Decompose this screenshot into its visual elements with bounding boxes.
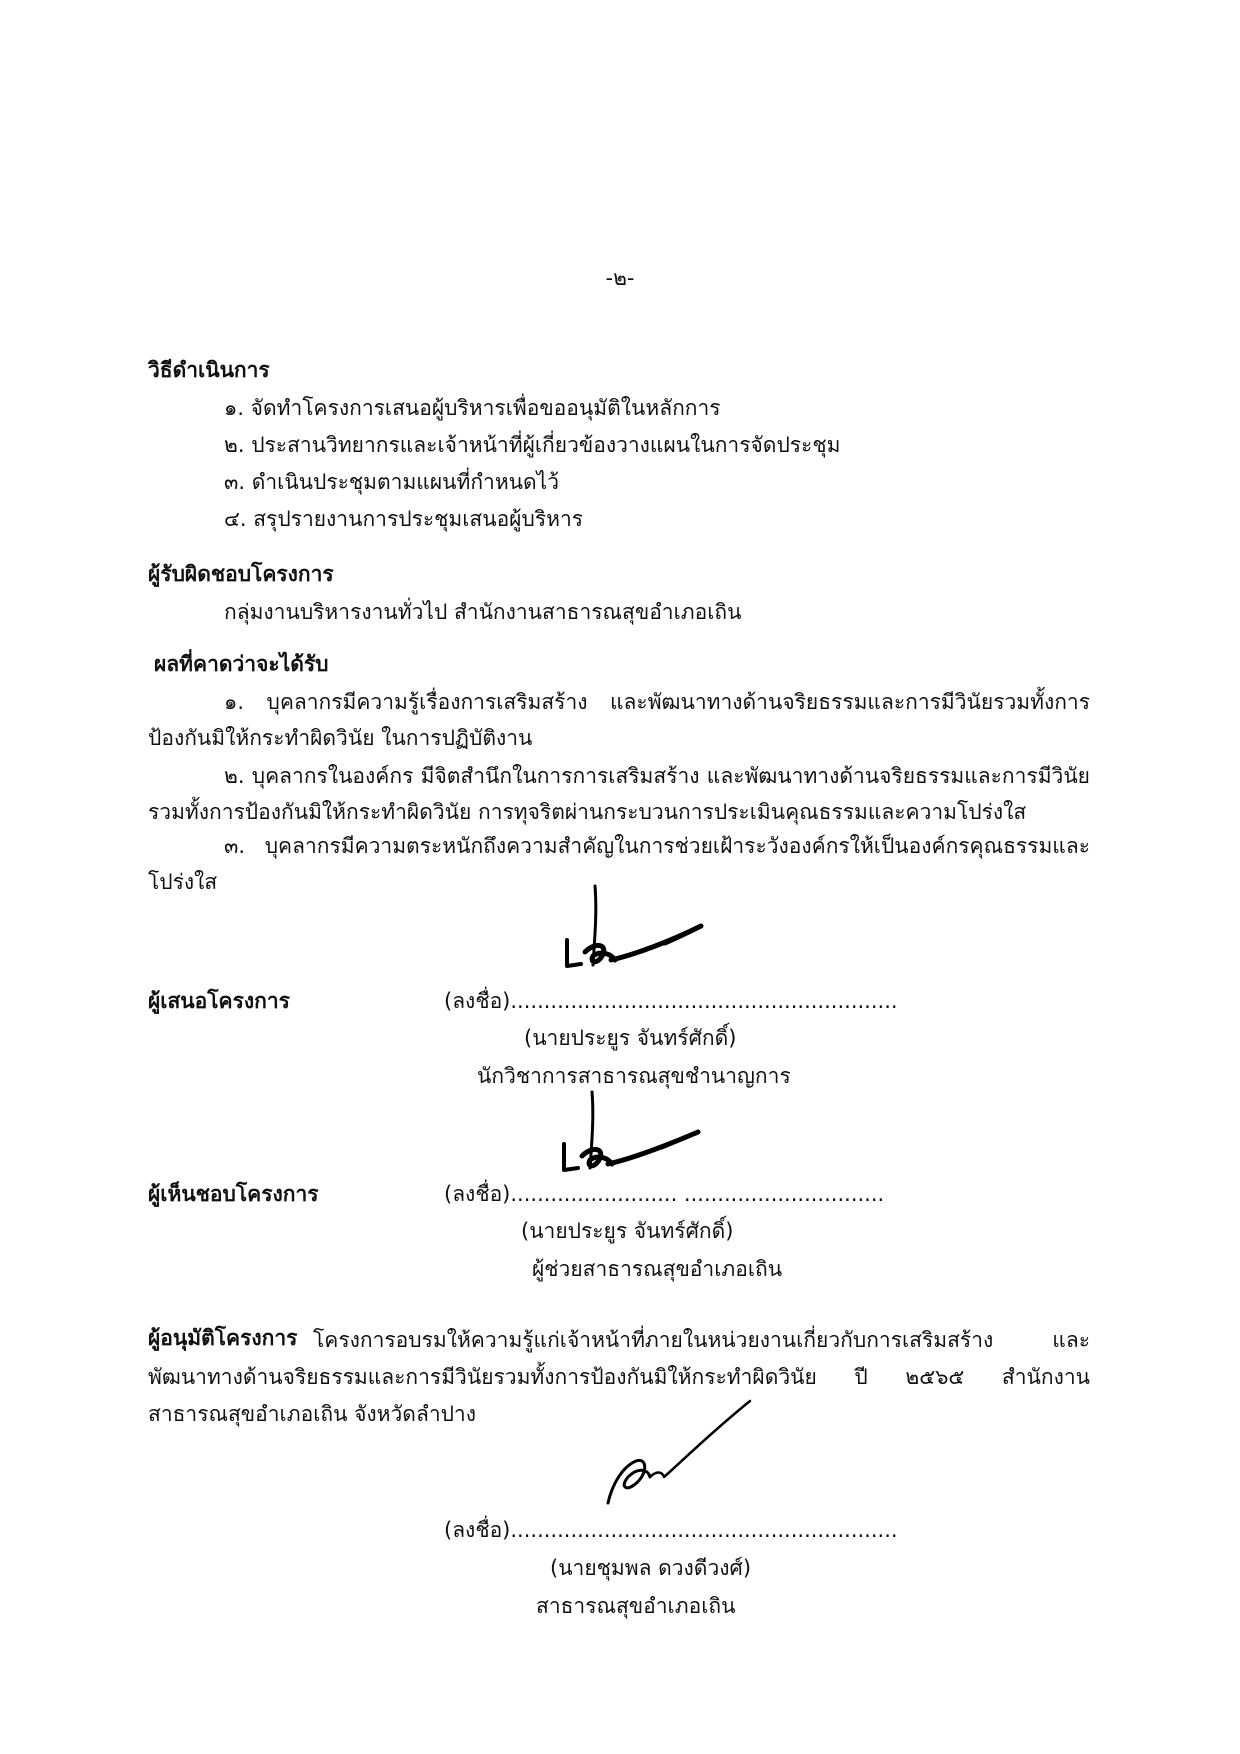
- methods-heading: วิธีดำเนินการ: [148, 358, 270, 382]
- proposer-signature: [555, 880, 715, 985]
- proposer-name: (นายประยูร จันทร์ศักดิ์): [524, 1026, 737, 1050]
- outcomes-heading: ผลที่คาดว่าจะได้รับ: [154, 652, 329, 676]
- endorser-name: (นายประยูร จันทร์ศักดิ์): [521, 1219, 734, 1243]
- methods-item-2: ๒. ประสานวิทยากรและเจ้าหน้าที่ผู้เกี่ยวข้องวางแผนในการจัดประชุม: [224, 433, 841, 457]
- proposer-sign-line: (ลงชื่อ)..........................................................: [444, 989, 898, 1013]
- proposer-position: นักวิชาการสาธารณสุขชำนาญการ: [477, 1064, 791, 1088]
- proposer-label: ผู้เสนอโครงการ: [148, 989, 290, 1013]
- outcomes-item-2: ๒. บุคลากรในองค์กร มีจิตสำนึกในการการเสริมสร้าง และพัฒนาทางด้านจริยธรรมและการมีวินัยรวมทั้งการป้องกันมิให้กระทำผิดวินัย การทุจริตผ่านกระบวนการประเมินคุณธรรมและความโปร่งใส: [148, 764, 1090, 824]
- endorser-label: ผู้เห็นชอบโครงการ: [148, 1182, 319, 1206]
- methods-item-3: ๓. ดำเนินประชุมตามแผนที่กำหนดไว้: [224, 470, 560, 494]
- responsible-heading: ผู้รับผิดชอบโครงการ: [148, 562, 334, 586]
- page-number: -๒-: [605, 266, 635, 290]
- endorser-position: ผู้ช่วยสาธารณสุขอำเภอเถิน: [532, 1257, 783, 1281]
- responsible-text: กลุ่มงานบริหารงานทั่วไป สำนักงานสาธารณสุขอำเภอเถิน: [224, 600, 742, 624]
- approver-text: โครงการอบรมให้ความรู้แก่เจ้าหน้าที่ภายในหน่วยงานเกี่ยวกับการเสริมสร้าง และพัฒนาทางด้านจริยธรรมและการมีวินัยรวมทั้งการป้องกันมิให้กระทำผิดวินัย ปี ๒๕๖๕ สำนักงานสาธารณสุขอำเภอเถิน จังหวัดลำปาง: [148, 1328, 1090, 1426]
- approver-sign-line: (ลงชื่อ)..........................................................: [444, 1518, 898, 1542]
- endorser-signature: [554, 1088, 714, 1188]
- methods-item-1: ๑. จัดทำโครงการเสนอผู้บริหารเพื่อขออนุมัติในหลักการ: [224, 396, 721, 420]
- approver-label: ผู้อนุมัติโครงการ: [148, 1326, 298, 1350]
- outcomes-item-1: ๑. บุคลากรมีความรู้เรื่องการเสริมสร้าง และพัฒนาทางด้านจริยธรรมและการมีวินัยรวมทั้งการป้องกันมิให้กระทำผิดวินัย ในการปฏิบัติงาน: [148, 690, 1090, 750]
- endorser-sign-line: (ลงชื่อ)......................... ..............................: [444, 1182, 885, 1206]
- approver-signature: [598, 1395, 758, 1510]
- approver-position: สาธารณสุขอำเภอเถิน: [536, 1594, 736, 1618]
- methods-item-4: ๔. สรุปรายงานการประชุมเสนอผู้บริหาร: [224, 507, 584, 531]
- outcomes-item-3: ๓. บุคลากรมีความตระหนักถึงความสำคัญในการช่วยเฝ้าระวังองค์กรให้เป็นองค์กรคุณธรรมและโปร่งใส: [148, 834, 1090, 894]
- approver-name: (นายชุมพล ดวงดีวงศ์): [550, 1556, 752, 1580]
